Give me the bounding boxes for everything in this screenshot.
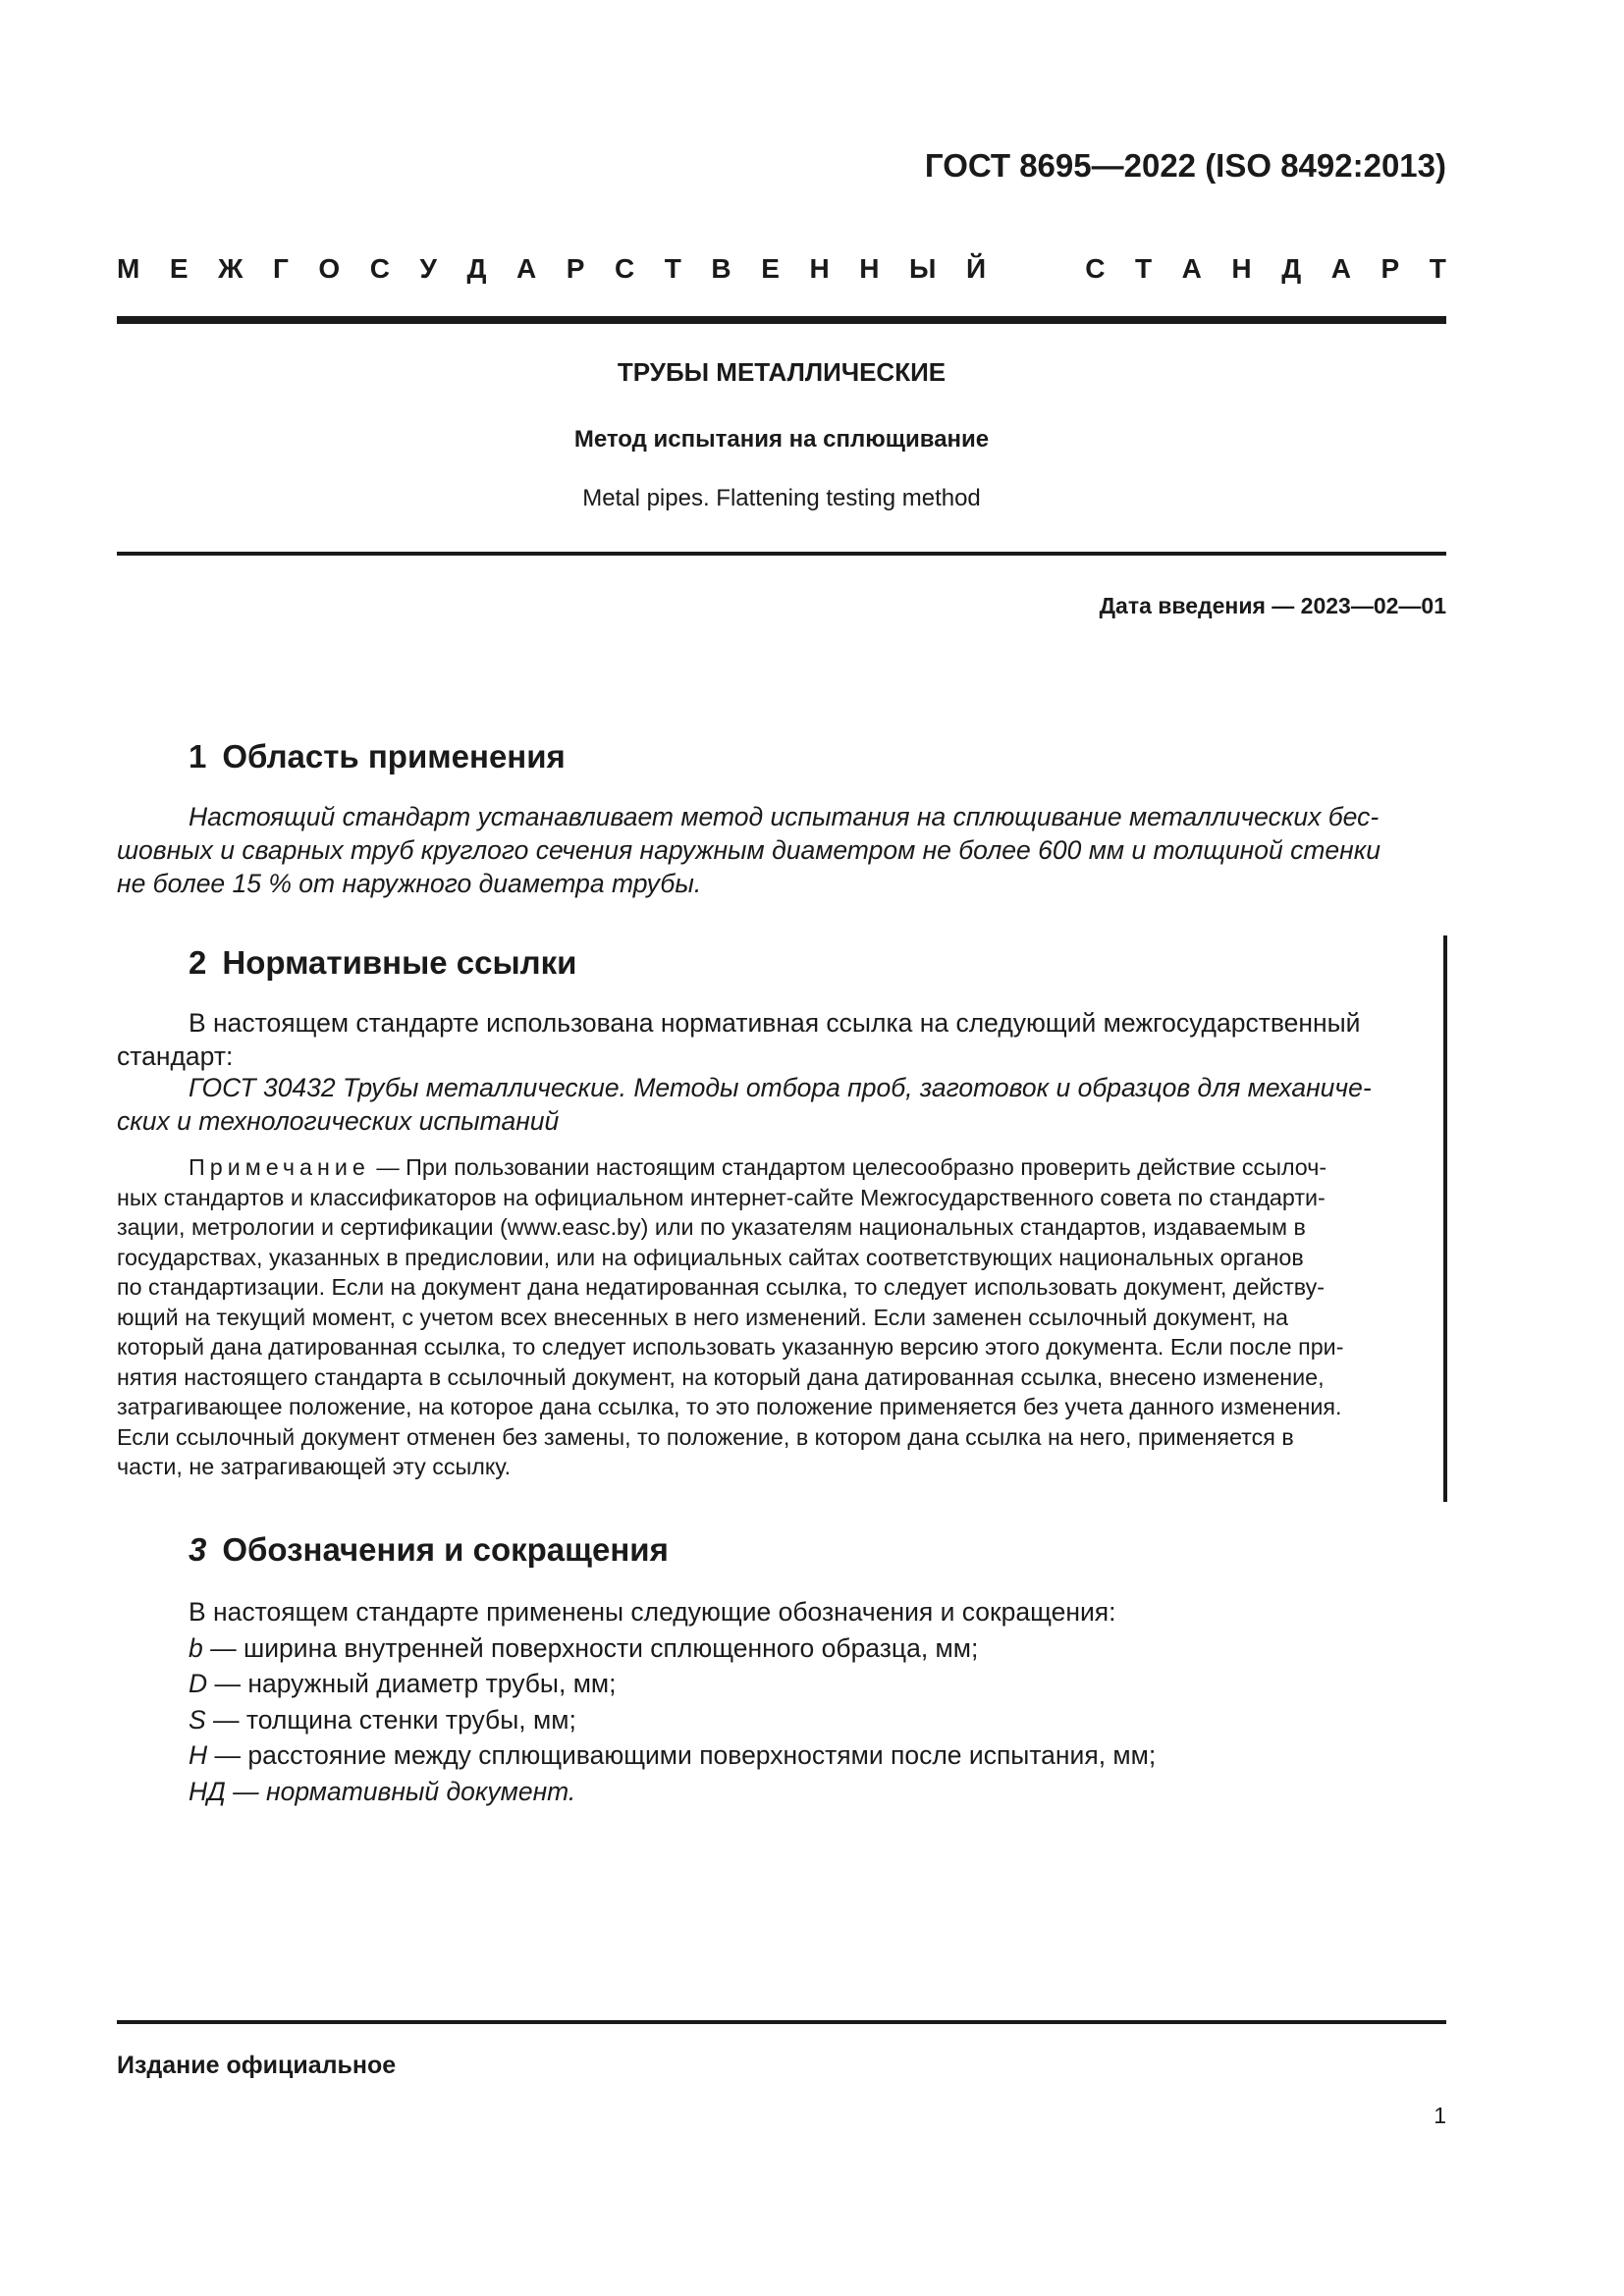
section-3-heading — [189, 1531, 669, 1569]
list-item: D — наружный диаметр трубы, мм; — [189, 1669, 617, 1698]
list-item: S — толщина стенки трубы, мм; — [189, 1704, 576, 1735]
introduction-date: Дата введения — 2023—02—01 — [1099, 593, 1446, 618]
document-title-english: Metal pipes. Flattening testing method — [582, 485, 981, 511]
list-item: b — ширина внутренней поверхности сплющенного образца, мм; — [189, 1632, 979, 1663]
official-edition-label: Издание официальное — [117, 2052, 397, 2079]
symbols-intro: В настоящем стандарте применены следующие обозначения и сокращения: — [189, 1597, 1116, 1627]
symbols-list — [189, 1594, 1156, 1809]
change-marker-bar — [1443, 935, 1447, 1502]
document-subtitle: Метод испытания на сплющивание — [573, 426, 990, 453]
standard-code: ГОСТ 8695—2022 (ISO 8492:2013) — [924, 147, 1446, 184]
interstate-standard-banner: М Е Ж Г О С У Д А Р С Т В Е Н Н Ы Й С Т А Н Д А Р Т — [117, 253, 1446, 284]
list-item: НД — нормативный документ. — [189, 1776, 576, 1806]
section-2-title: Нормативные ссылки — [222, 944, 577, 981]
section-2-heading — [189, 944, 576, 982]
section-1-title: Область применения — [222, 738, 566, 774]
section-1-heading — [189, 738, 566, 775]
title-divider — [117, 552, 1446, 556]
section-2-note: Примечание — При пользовании настоящим стандартом целесообразно проверить действие ссылоч- ных стандартов и классификаторов на официальном интернет-сайте Межгосударственного совета по стандарти- зации, метрологии и сертификации (www.easc.by) или по указателям национальных стандартов, издаваемым в государствах, указанных в предисловии, или на официальных сайтах соответствующих национальных органов по стандартизации. Если на документ дана недатированная ссылка, то следует использовать документ, действу- ющий на текущий момент, с учетом всех внесенных в него изменений. Если заменен ссылочный документ, на который дана датированная ссылка, то следует использовать указанную версию этого документа. Если после при- нятия настоящего стандарта в ссылочный документ, на который дана датированная ссылка, внесено изменение, затрагивающее положение, на которое дана ссылка, то это положение применяется без учета данного изменения. Если ссылочный документ отменен без замены, то положение, в котором дана ссылка на него, применяется в части, не затрагивающей эту ссылку. — [117, 1154, 1344, 1479]
section-3-number: 3 — [189, 1531, 207, 1568]
section-1-number: 1 — [189, 738, 207, 774]
header-divider-thick — [117, 316, 1446, 324]
section-1-text: Настоящий стандарт устанавливает метод испытания на сплющивание металлических бес- шовных и сварных труб круглого сечения наружным диаметром не более 600 мм и толщиной стенки не более 15 % от наружного диаметра трубы. — [117, 802, 1380, 898]
document-title: ТРУБЫ МЕТАЛЛИЧЕСКИЕ — [617, 357, 947, 387]
page-number: 1 — [1434, 2103, 1446, 2128]
normative-reference: ГОСТ 30432 Трубы металлические. Методы отбора проб, заготовок и образцов для механиче- ских и технологических испытаний — [117, 1073, 1372, 1136]
section-2-number: 2 — [189, 944, 207, 981]
list-item: H — расстояние между сплющивающими поверхностями после испытания, мм; — [189, 1740, 1157, 1770]
footer-divider — [117, 2020, 1446, 2024]
section-3-title: Обозначения и сокращения — [222, 1531, 669, 1568]
section-2-intro: В настоящем стандарте использована нормативная ссылка на следующий межгосударственный стандарт: — [117, 1008, 1361, 1071]
note-label: Примечание — [189, 1154, 370, 1180]
